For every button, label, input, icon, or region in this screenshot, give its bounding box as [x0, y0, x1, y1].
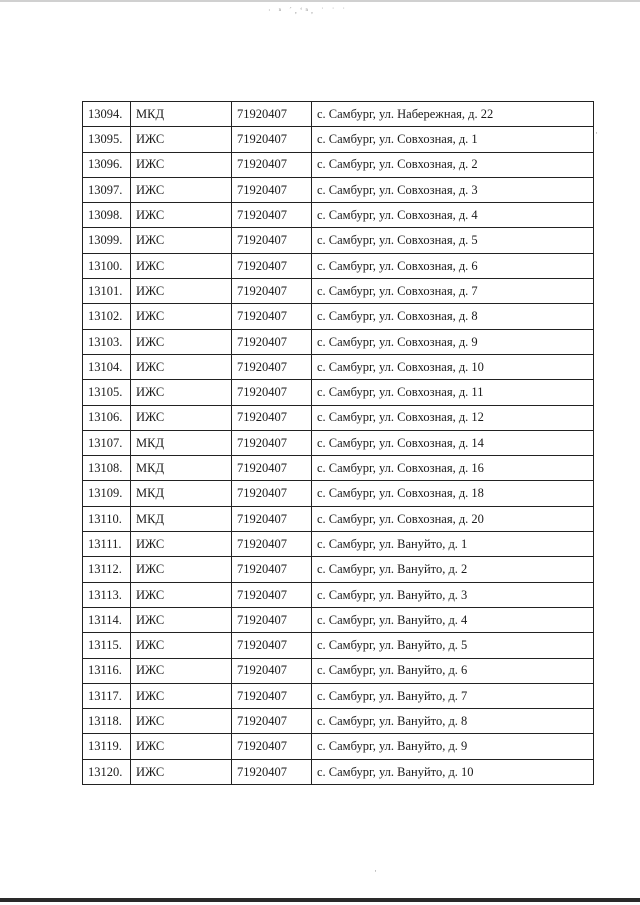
- oktmo-code-cell: 71920407: [232, 456, 312, 481]
- row-number-cell: 13108.: [83, 456, 131, 481]
- address-cell: с. Самбург, ул. Вануйто, д. 7: [312, 683, 594, 708]
- oktmo-code-cell: 71920407: [232, 607, 312, 632]
- row-number-cell: 13110.: [83, 506, 131, 531]
- address-cell: с. Самбург, ул. Совхозная, д. 1: [312, 127, 594, 152]
- oktmo-code-cell: 71920407: [232, 532, 312, 557]
- building-type-cell: ИЖС: [131, 557, 232, 582]
- oktmo-code-cell: 71920407: [232, 709, 312, 734]
- table-row: [83, 203, 594, 228]
- oktmo-code-cell: 71920407: [232, 633, 312, 658]
- address-cell: с. Самбург, ул. Вануйто, д. 2: [312, 557, 594, 582]
- address-cell: с. Самбург, ул. Совхозная, д. 12: [312, 405, 594, 430]
- address-cell: с. Самбург, ул. Вануйто, д. 10: [312, 759, 594, 784]
- address-cell: с. Самбург, ул. Вануйто, д. 1: [312, 532, 594, 557]
- table-row: [83, 228, 594, 253]
- table-row: [83, 506, 594, 531]
- row-number-cell: 13117.: [83, 683, 131, 708]
- building-type-cell: ИЖС: [131, 658, 232, 683]
- oktmo-code-cell: 71920407: [232, 582, 312, 607]
- oktmo-code-cell: 71920407: [232, 279, 312, 304]
- table-row: [83, 734, 594, 759]
- table-row: [83, 683, 594, 708]
- building-type-cell: ИЖС: [131, 329, 232, 354]
- row-number-cell: 13096.: [83, 152, 131, 177]
- table-row: [83, 430, 594, 455]
- building-type-cell: ИЖС: [131, 709, 232, 734]
- oktmo-code-cell: 71920407: [232, 228, 312, 253]
- row-number-cell: 13095.: [83, 127, 131, 152]
- table-row: [83, 582, 594, 607]
- building-type-cell: ИЖС: [131, 405, 232, 430]
- building-type-cell: ИЖС: [131, 633, 232, 658]
- oktmo-code-cell: 71920407: [232, 152, 312, 177]
- row-number-cell: 13112.: [83, 557, 131, 582]
- table-row: [83, 759, 594, 784]
- table-row: [83, 329, 594, 354]
- row-number-cell: 13104.: [83, 354, 131, 379]
- row-number-cell: 13111.: [83, 532, 131, 557]
- scan-edge-bottom: [0, 898, 640, 902]
- row-number-cell: 13118.: [83, 709, 131, 734]
- address-cell: с. Самбург, ул. Совхозная, д. 2: [312, 152, 594, 177]
- oktmo-code-cell: 71920407: [232, 354, 312, 379]
- address-cell: с. Самбург, ул. Совхозная, д. 4: [312, 203, 594, 228]
- oktmo-code-cell: 71920407: [232, 658, 312, 683]
- oktmo-code-cell: 71920407: [232, 734, 312, 759]
- table-row: [83, 532, 594, 557]
- address-cell: с. Самбург, ул. Вануйто, д. 3: [312, 582, 594, 607]
- oktmo-code-cell: 71920407: [232, 506, 312, 531]
- registry-table: [82, 101, 594, 785]
- row-number-cell: 13094.: [83, 102, 131, 127]
- building-type-cell: ИЖС: [131, 759, 232, 784]
- row-number-cell: 13102.: [83, 304, 131, 329]
- building-type-cell: МКД: [131, 430, 232, 455]
- building-type-cell: ИЖС: [131, 582, 232, 607]
- building-type-cell: ИЖС: [131, 177, 232, 202]
- table-row: [83, 380, 594, 405]
- address-cell: с. Самбург, ул. Совхозная, д. 16: [312, 456, 594, 481]
- table-row: [83, 709, 594, 734]
- oktmo-code-cell: 71920407: [232, 380, 312, 405]
- table-row: [83, 253, 594, 278]
- building-type-cell: ИЖС: [131, 607, 232, 632]
- address-cell: с. Самбург, ул. Совхозная, д. 18: [312, 481, 594, 506]
- building-type-cell: МКД: [131, 456, 232, 481]
- oktmo-code-cell: 71920407: [232, 329, 312, 354]
- address-cell: с. Самбург, ул. Вануйто, д. 4: [312, 607, 594, 632]
- building-type-cell: МКД: [131, 102, 232, 127]
- building-type-cell: ИЖС: [131, 228, 232, 253]
- row-number-cell: 13116.: [83, 658, 131, 683]
- address-cell: с. Самбург, ул. Совхозная, д. 14: [312, 430, 594, 455]
- address-cell: с. Самбург, ул. Совхозная, д. 10: [312, 354, 594, 379]
- row-number-cell: 13098.: [83, 203, 131, 228]
- address-cell: с. Самбург, ул. Вануйто, д. 6: [312, 658, 594, 683]
- oktmo-code-cell: 71920407: [232, 557, 312, 582]
- building-type-cell: МКД: [131, 481, 232, 506]
- oktmo-code-cell: 71920407: [232, 430, 312, 455]
- address-cell: с. Самбург, ул. Совхозная, д. 8: [312, 304, 594, 329]
- table-row: [83, 279, 594, 304]
- address-cell: с. Самбург, ул. Совхозная, д. 5: [312, 228, 594, 253]
- address-cell: с. Самбург, ул. Совхозная, д. 3: [312, 177, 594, 202]
- table-row: [83, 177, 594, 202]
- row-number-cell: 13107.: [83, 430, 131, 455]
- table-row: [83, 658, 594, 683]
- building-type-cell: ИЖС: [131, 279, 232, 304]
- building-type-cell: ИЖС: [131, 253, 232, 278]
- row-number-cell: 13114.: [83, 607, 131, 632]
- table-row: [83, 481, 594, 506]
- row-number-cell: 13119.: [83, 734, 131, 759]
- scan-artifact-dot: ·: [595, 128, 598, 138]
- oktmo-code-cell: 71920407: [232, 203, 312, 228]
- table-row: [83, 456, 594, 481]
- building-type-cell: ИЖС: [131, 127, 232, 152]
- address-cell: с. Самбург, ул. Вануйто, д. 5: [312, 633, 594, 658]
- oktmo-code-cell: 71920407: [232, 304, 312, 329]
- oktmo-code-cell: 71920407: [232, 253, 312, 278]
- table-row: [83, 557, 594, 582]
- building-type-cell: ИЖС: [131, 532, 232, 557]
- oktmo-code-cell: 71920407: [232, 405, 312, 430]
- building-type-cell: ИЖС: [131, 354, 232, 379]
- address-cell: с. Самбург, ул. Вануйто, д. 9: [312, 734, 594, 759]
- table-row: [83, 152, 594, 177]
- oktmo-code-cell: 71920407: [232, 102, 312, 127]
- address-cell: с. Самбург, ул. Совхозная, д. 20: [312, 506, 594, 531]
- scan-artifact-dot: ·: [374, 866, 377, 876]
- scan-artifact-marks: · ⁿ ˊ,ʻⁿ, ˙ ˙ ˙: [268, 6, 349, 15]
- row-number-cell: 13099.: [83, 228, 131, 253]
- row-number-cell: 13105.: [83, 380, 131, 405]
- row-number-cell: 13113.: [83, 582, 131, 607]
- building-type-cell: ИЖС: [131, 683, 232, 708]
- building-type-cell: ИЖС: [131, 304, 232, 329]
- address-cell: с. Самбург, ул. Совхозная, д. 6: [312, 253, 594, 278]
- building-type-cell: ИЖС: [131, 203, 232, 228]
- scan-edge-top: [0, 0, 640, 2]
- address-cell: с. Самбург, ул. Совхозная, д. 11: [312, 380, 594, 405]
- row-number-cell: 13097.: [83, 177, 131, 202]
- table-row: [83, 607, 594, 632]
- row-number-cell: 13106.: [83, 405, 131, 430]
- oktmo-code-cell: 71920407: [232, 683, 312, 708]
- address-cell: с. Самбург, ул. Совхозная, д. 7: [312, 279, 594, 304]
- table-row: [83, 102, 594, 127]
- oktmo-code-cell: 71920407: [232, 481, 312, 506]
- address-cell: с. Самбург, ул. Набережная, д. 22: [312, 102, 594, 127]
- building-type-cell: ИЖС: [131, 380, 232, 405]
- address-cell: с. Самбург, ул. Вануйто, д. 8: [312, 709, 594, 734]
- table-row: [83, 633, 594, 658]
- building-type-cell: ИЖС: [131, 734, 232, 759]
- row-number-cell: 13115.: [83, 633, 131, 658]
- row-number-cell: 13101.: [83, 279, 131, 304]
- table-row: [83, 127, 594, 152]
- oktmo-code-cell: 71920407: [232, 759, 312, 784]
- address-cell: с. Самбург, ул. Совхозная, д. 9: [312, 329, 594, 354]
- table-row: [83, 304, 594, 329]
- table-row: [83, 405, 594, 430]
- row-number-cell: 13103.: [83, 329, 131, 354]
- building-type-cell: ИЖС: [131, 152, 232, 177]
- table-row: [83, 354, 594, 379]
- registry-table-body: [83, 102, 594, 785]
- row-number-cell: 13120.: [83, 759, 131, 784]
- oktmo-code-cell: 71920407: [232, 177, 312, 202]
- row-number-cell: 13100.: [83, 253, 131, 278]
- row-number-cell: 13109.: [83, 481, 131, 506]
- building-type-cell: МКД: [131, 506, 232, 531]
- oktmo-code-cell: 71920407: [232, 127, 312, 152]
